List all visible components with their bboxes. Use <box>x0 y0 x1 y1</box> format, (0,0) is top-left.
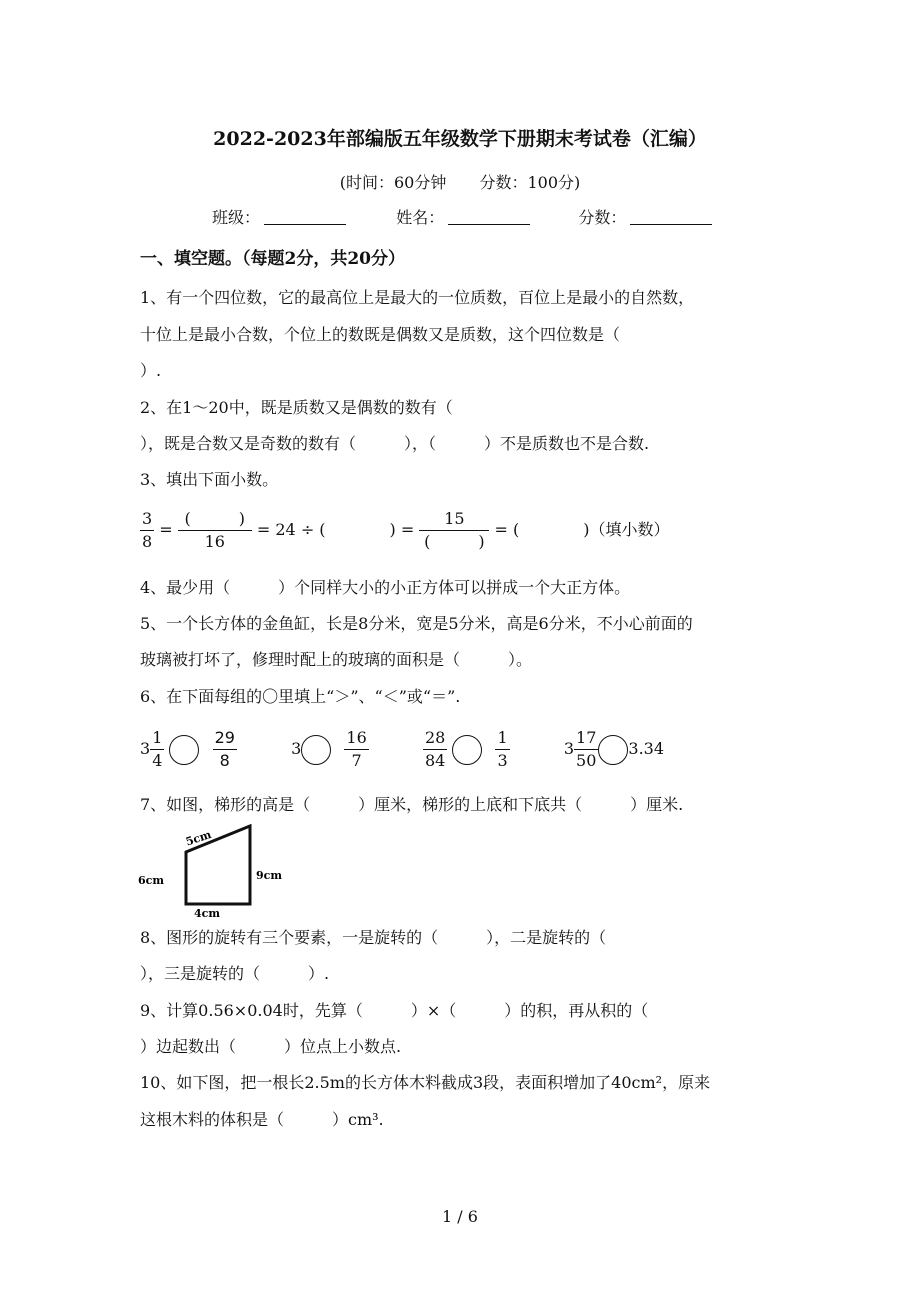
question-3-equation <box>140 508 669 553</box>
equals-sign-2: = <box>400 520 415 539</box>
question-9-line-2: ）边起数出（ ）位点上小数点. <box>140 1037 402 1056</box>
question-1-line-1: 1、有一个四位数，它的最高位上是最大的一位质数，百位上是最小的自然数， <box>140 288 695 307</box>
page-number: 1 / 6 <box>442 1207 478 1226</box>
score-label: 分数： <box>578 208 627 227</box>
question-7: 7、如图，梯形的高是（ ）厘米，梯形的上底和下底共（ ）厘米. <box>140 795 684 814</box>
question-8-line-2: ），三是旋转的（ ）. <box>140 964 330 983</box>
fraction-15-blank[interactable]: $\frac{15}{( )}$ <box>419 508 489 553</box>
question-6: 6、在下面每组的〇里填上“＞”、“＜”或“＝”. <box>140 687 461 706</box>
trapezoid-svg <box>138 824 308 920</box>
question-1-line-2: 十位上是最小合数，个位上的数既是偶数又是质数，这个四位数是（ <box>140 325 621 344</box>
question-8-line-1: 8、图形的旋转有三个要素，一是旋转的（ ），二是旋转的（ <box>140 928 607 947</box>
student-fields <box>212 205 712 228</box>
compare-1: 3 $\frac{1}{4}$ $\frac{29}{8}$ <box>140 728 235 770</box>
trapezoid-label-bottom: 4cm <box>194 907 220 920</box>
compare-circle-2[interactable] <box>301 735 331 765</box>
question-9-line-1: 9、计算0.56×0.04时，先算（ ）×（ ）的积，再从积的（ <box>140 1001 649 1020</box>
compare-circle-1[interactable] <box>169 735 199 765</box>
name-label: 姓名： <box>396 208 445 227</box>
question-4: 4、最少用（ ）个同样大小的小正方体可以拼成一个大正方体。 <box>140 578 631 597</box>
compare-circle-4[interactable] <box>598 735 628 765</box>
question-2-line-1: 2、在1～20中，既是质数又是偶数的数有（ <box>140 398 453 417</box>
trapezoid-label-left: 6cm <box>138 874 164 887</box>
decimal-blank[interactable]: = ( )（填小数） <box>494 520 670 539</box>
class-label: 班级： <box>212 208 261 227</box>
compare-4: 3 $\frac{17}{50}$ 3.34 <box>563 728 665 770</box>
score-blank[interactable] <box>630 208 712 225</box>
question-3-line-1: 3、填出下面小数。 <box>140 470 279 489</box>
question-5-line-1: 5、一个长方体的金鱼缸，长是8分米，宽是5分米，高是6分米，不小心前面的 <box>140 614 693 633</box>
compare-3: $\frac{28}{84}$ $\frac{1}{3}$ <box>424 728 508 770</box>
trapezoid-figure <box>138 824 308 924</box>
division-blank[interactable]: = 24 ÷ ( ) <box>256 520 396 539</box>
time-info: (时间：60分钟 <box>339 173 447 192</box>
compare-2: 3 $\frac{16}{7}$ <box>291 728 367 770</box>
fraction-3-8: $\frac{3}{8}$ <box>142 509 153 551</box>
question-10-line-2: 这根木料的体积是（ ）cm³. <box>140 1110 384 1129</box>
trapezoid-label-top: 5cm <box>184 828 213 849</box>
fraction-blank-16[interactable]: $\frac{( )}{16}$ <box>178 508 252 553</box>
trapezoid-label-right: 9cm <box>256 869 282 882</box>
page-title: 2022-2023年部编版五年级数学下册期末考试卷（汇编） <box>213 128 707 150</box>
compare-circle-3[interactable] <box>452 735 482 765</box>
question-5-line-2: 玻璃被打坏了，修理时配上的玻璃的面积是（ ）。 <box>140 650 533 669</box>
question-6-comparisons <box>140 727 664 772</box>
section-heading: 一、填空题。（每题2分，共20分） <box>140 249 405 269</box>
class-blank[interactable] <box>264 208 346 225</box>
question-1-line-3: ）. <box>140 361 162 380</box>
equals-sign: = <box>159 520 173 539</box>
question-10-line-1: 10、如下图，把一根长2.5m的长方体木料截成3段，表面积增加了40cm²，原来 <box>140 1073 711 1092</box>
score-info: 分数：100分) <box>479 173 581 192</box>
question-2-line-2: ），既是合数又是奇数的数有（ ），（ ）不是质数也不是合数. <box>140 434 650 453</box>
name-blank[interactable] <box>448 208 530 225</box>
exam-meta <box>0 170 920 193</box>
